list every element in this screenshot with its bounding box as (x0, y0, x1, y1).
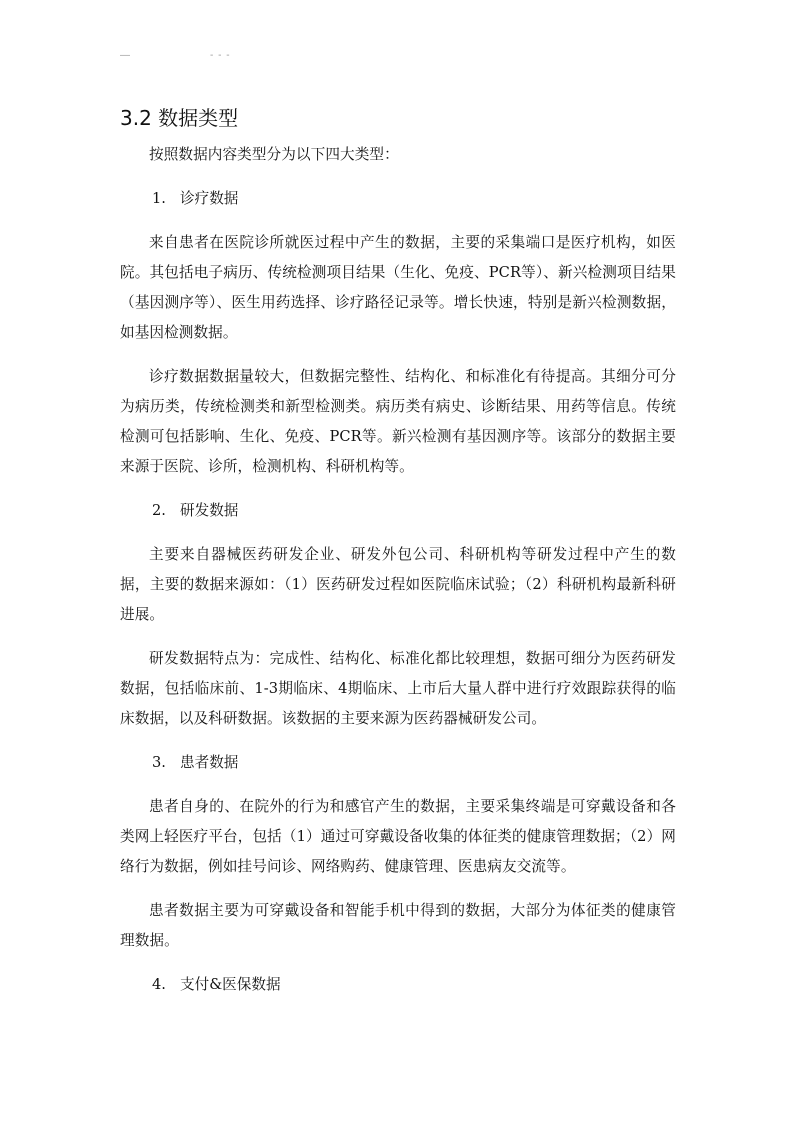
page-header-marks (120, 50, 240, 62)
list-item-heading (120, 496, 676, 526)
body-paragraph: 来自患者在医院诊所就医过程中产生的数据，主要的采集端口是医疗机构，如医院。其包括电子病历、传统检测项目结果（生化、免疫、PCR等）、新兴检测项目结果（基因测序等）、医生用药选择、诊疗路径记录等。增长快速，特别是新兴检测数据，如基因检测数据。 (120, 234, 676, 341)
intro-paragraph: 按照数据内容类型分为以下四大类型： (149, 146, 399, 163)
header-mark-left: — (120, 50, 131, 61)
list-item-title: 诊疗数据 (180, 190, 239, 207)
body-paragraph: 研发数据特点为：完成性、结构化、标准化都比较理想，数据可细分为医药研发数据，包括临床前、1-3期临床、4期临床、上市后大量人群中进行疗效跟踪获得的临床数据，以及科研数据。该数据的主要来源为医药器械研发公司。 (120, 650, 676, 727)
list-item-heading (120, 970, 676, 1000)
list-item-title: 支付&医保数据 (180, 976, 281, 993)
body-paragraph: 患者数据主要为可穿戴设备和智能手机中得到的数据，大部分为体征类的健康管理数据。 (120, 902, 676, 949)
list-item-number: 1. (152, 190, 166, 207)
body-paragraph: 诊疗数据数据量较大，但数据完整性、结构化、和标准化有待提高。其细分可分为病历类，传统检测类和新型检测类。病历类有病史、诊断结果、用药等信息。传统检测可包括影响、生化、免疫、PCR等。新兴检测有基因测序等。该部分的数据主要来源于医院、诊所，检测机构、科研机构等。 (120, 368, 676, 475)
list-item-heading (120, 184, 676, 214)
list-item-number: 3. (152, 754, 166, 771)
list-item-number: 2. (152, 502, 166, 519)
body-paragraph: 主要来自器械医药研发企业、研发外包公司、科研机构等研发过程中产生的数据，主要的数据来源如：（1）医药研发过程如医院临床试验；（2）科研机构最新科研进展。 (120, 546, 676, 623)
document-body (120, 140, 676, 1014)
header-mark-right: - - - (210, 50, 231, 61)
list-item-title: 研发数据 (180, 502, 239, 519)
section-title: 3.2 数据类型 (120, 106, 239, 130)
list-item-title: 患者数据 (180, 754, 239, 771)
list-item-number: 4. (152, 976, 166, 993)
list-item-heading (120, 748, 676, 778)
body-paragraph: 患者自身的、在院外的行为和感官产生的数据，主要采集终端是可穿戴设备和各类网上轻医疗平台，包括（1）通过可穿戴设备收集的体征类的健康管理数据；（2）网络行为数据，例如挂号问诊、网络购药、健康管理、医患病友交流等。 (120, 798, 676, 875)
